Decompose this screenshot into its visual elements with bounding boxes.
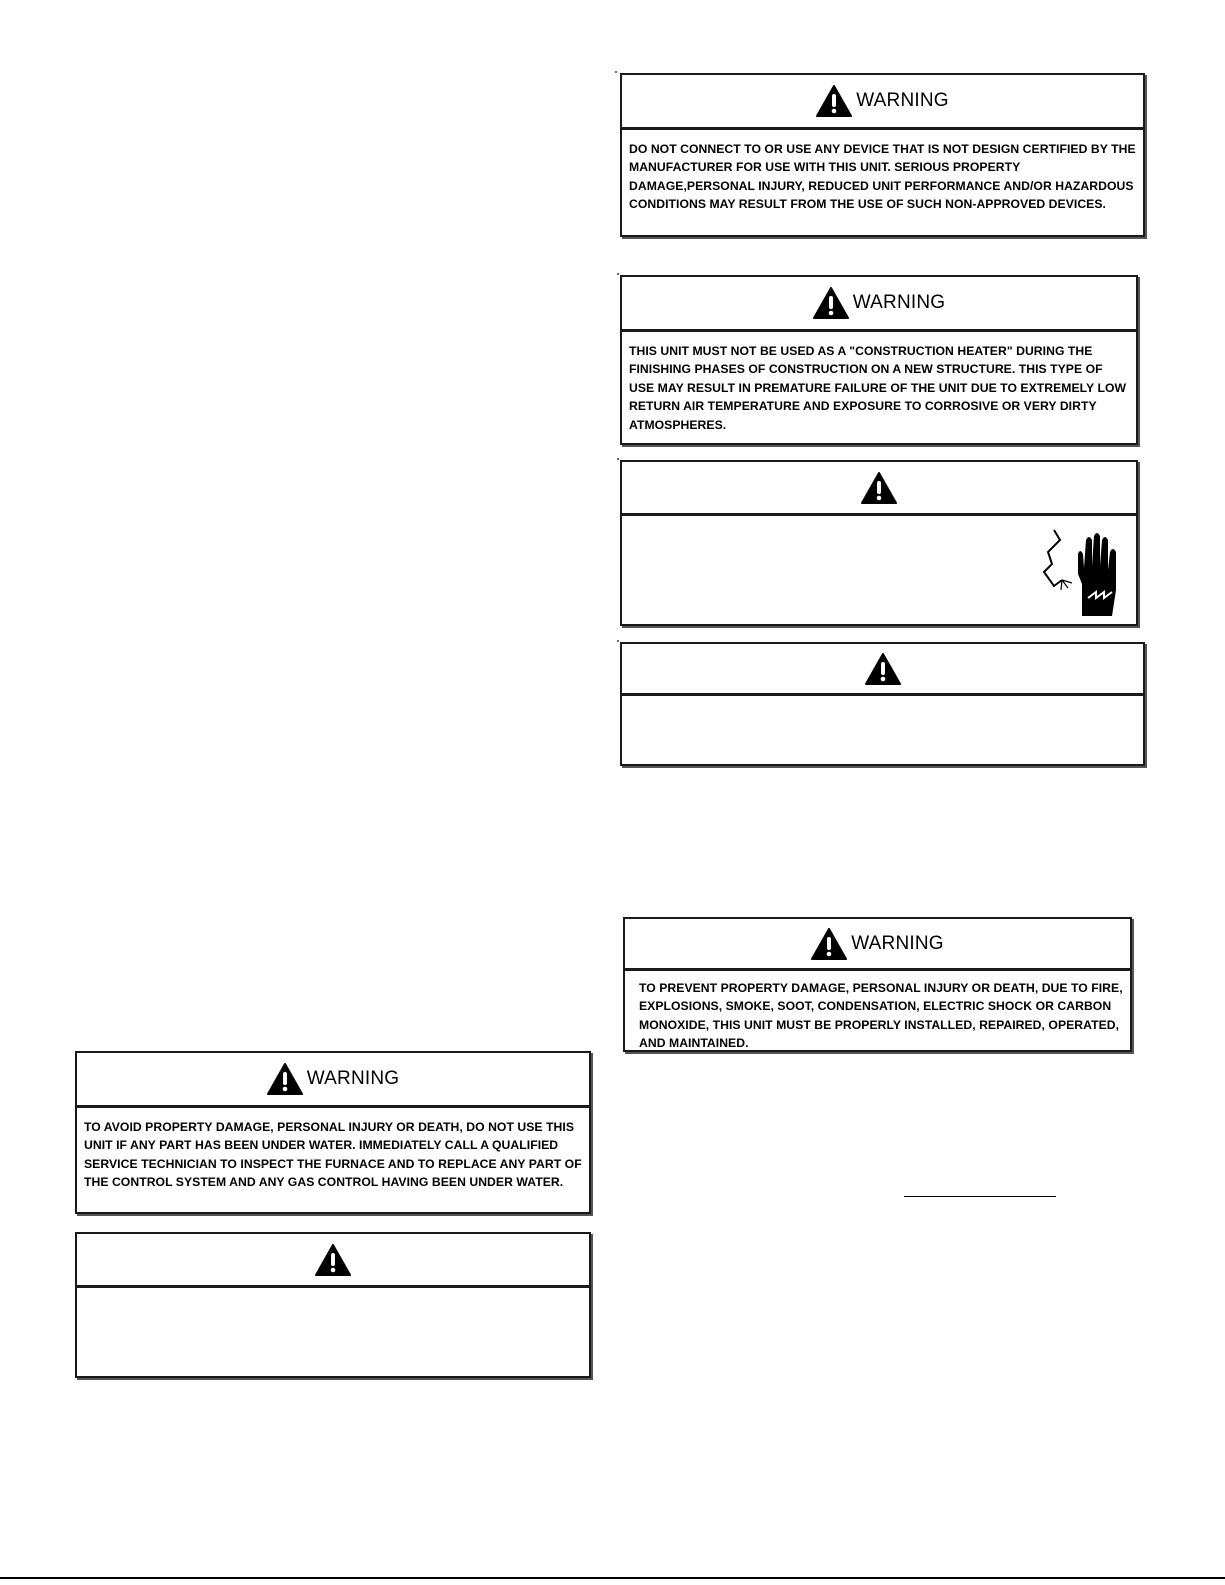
- scan-mark: [617, 458, 619, 460]
- warning-title: WARNING: [851, 932, 944, 954]
- warning-triangle-icon: [315, 1244, 351, 1276]
- warning-triangle-icon: [816, 85, 852, 117]
- hazard-box-blank-left: [75, 1232, 591, 1378]
- page-bottom-rule: [0, 1577, 1225, 1579]
- warning-title: WARNING: [856, 90, 949, 111]
- hazard-header: [622, 644, 1143, 696]
- warning-title: WARNING: [306, 1068, 400, 1089]
- scan-mark: [615, 71, 617, 73]
- warning-text: DO NOT CONNECT TO OR USE ANY DEVICE THAT IS NOT DESIGN CERTIFIED BY THE MANUFACTURER FOR USE WITH THIS UNIT. SERIOUS PROPERTY DAMAGE,PERSONAL INJURY, REDUCED UNIT PERFORMANCE AND/OR HAZARDOUS CONDITIONS MAY RESULT FROM THE USE OF SUCH NON-APPROVED DEVICES.: [629, 142, 1136, 212]
- warning-triangle-icon: [861, 472, 897, 504]
- warning-header: [622, 277, 1136, 332]
- hazard-header: [622, 462, 1136, 516]
- scan-mark: [617, 273, 619, 275]
- hazard-header: [77, 1234, 589, 1288]
- text-underline: [904, 1196, 1056, 1197]
- hazard-box-blank: [620, 642, 1145, 766]
- warning-text: TO AVOID PROPERTY DAMAGE, PERSONAL INJURY OR DEATH, DO NOT USE THIS UNIT IF ANY PART HAS BEEN UNDER WATER. IMMEDIATELY CALL A QUALIFIED SERVICE TECHNICIAN TO INSPECT THE FURNACE AND TO REPLACE ANY PART OF THE CONTROL SYSTEM AND ANY GAS CONTROL HAVING BEEN UNDER WATER.: [84, 1120, 582, 1190]
- hazard-box-electrical: [620, 460, 1138, 626]
- warning-title: WARNING: [852, 292, 946, 313]
- warning-triangle-icon: [865, 653, 901, 685]
- warning-header: [625, 919, 1130, 971]
- warning-triangle-icon: [813, 287, 849, 319]
- warning-triangle-icon: [811, 928, 847, 960]
- warning-text: THIS UNIT MUST NOT BE USED AS A "CONSTRUCTION HEATER" DURING THE FINISHING PHASES OF CONSTRUCTION ON A NEW STRUCTURE. THIS TYPE OF USE MAY RESULT IN PREMATURE FAILURE OF THE UNIT DUE TO EXTREMELY LOW RETURN AIR TEMPERATURE AND EXPOSURE TO CORROSIVE OR VERY DIRTY ATMOSPHERES.: [629, 344, 1127, 432]
- electrical-shock-hand-icon: [1034, 528, 1120, 618]
- warning-triangle-icon: [267, 1063, 303, 1095]
- warning-header: [622, 75, 1143, 130]
- warning-header: [77, 1053, 589, 1108]
- warning-box-under-water: [75, 1051, 591, 1214]
- warning-text: TO PREVENT PROPERTY DAMAGE, PERSONAL INJURY OR DEATH, DUE TO FIRE, EXPLOSIONS, SMOKE, SOOT, CONDENSATION, ELECTRIC SHOCK OR CARBON MONOXIDE, THIS UNIT MUST BE PROPERLY INSTALLED, REPAIRED, OPERATED, AND MAINTAINED.: [639, 981, 1123, 1051]
- warning-box-property-damage: [623, 917, 1132, 1052]
- warning-box-device-certification: [620, 73, 1145, 237]
- scan-mark: [617, 640, 619, 642]
- warning-box-construction-heater: [620, 275, 1138, 445]
